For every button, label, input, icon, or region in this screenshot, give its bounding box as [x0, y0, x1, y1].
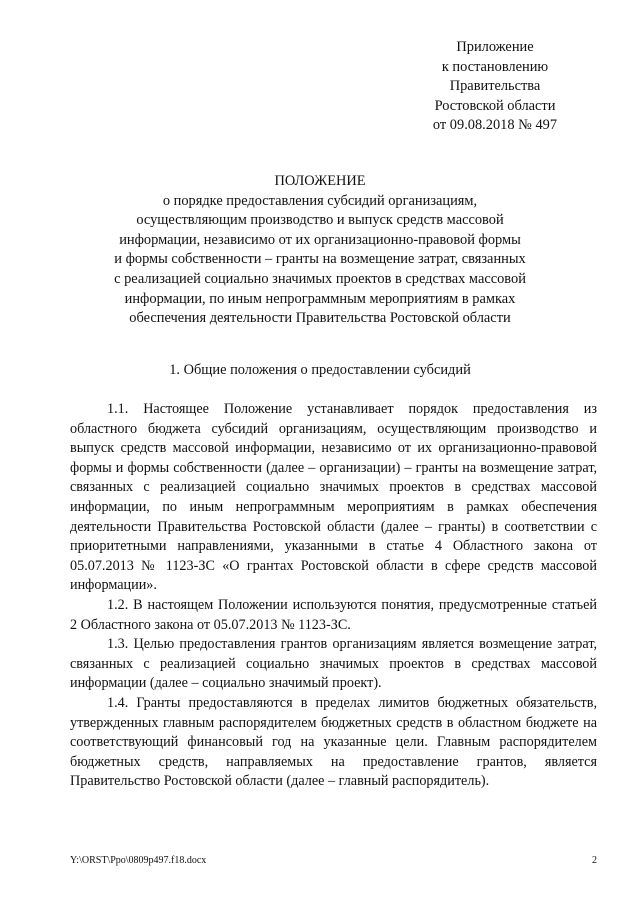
paragraph-1-2: 1.2. В настоящем Положении используются понятия, предусмотренные статьей 2 Областного закона от 05.07.2013 № 1123-ЗС.: [70, 596, 597, 633]
appendix-line: Ростовской области: [434, 97, 556, 114]
paragraph-1-3: 1.3. Целью предоставления грантов организациям является возмещение затрат, связанных с реализацией социально значимых проектов в средствах массовой информации (далее – социально значимый проект).: [70, 636, 597, 692]
document-title: [70, 172, 570, 329]
title-heading: ПОЛОЖЕНИЕ: [274, 173, 366, 189]
document-body: [70, 400, 597, 792]
title-line: с реализацией социально значимых проектов в средствах массовой: [114, 270, 526, 287]
paragraph-1-4: 1.4. Гранты предоставляются в пределах лимитов бюджетных обязательств, утвержденных главным распорядителем бюджетных средств в областном бюджете на соответствующий финансовый год на указанные цели. Главным распорядителем бюджетных средств, направляемых на предоставление грантов, является Правительство Ростовской области (далее – главный распорядитель).: [70, 694, 597, 790]
appendix-block: [395, 38, 595, 136]
title-line: информации, по иным непрограммным мероприятиям в рамках: [124, 290, 516, 307]
title-line: и формы собственности – гранты на возмещение затрат, связанных: [114, 251, 526, 268]
appendix-line: от 09.08.2018 № 497: [432, 117, 558, 134]
title-line: о порядке предоставления субсидий организациям,: [162, 192, 478, 209]
appendix-line: Приложение: [456, 39, 534, 55]
section-heading: 1. Общие положения о предоставлении субсидий: [169, 362, 471, 378]
title-line: осуществляющим производство и выпуск средств массовой: [136, 212, 504, 229]
file-path: Y:\ORST\Ppo\0809p497.f18.docx: [70, 855, 207, 866]
paragraph-1-1: 1.1. Настоящее Положение устанавливает порядок предоставления из областного бюджета субсидий организациям, осуществляющим производство и выпуск средств массовой информации, независимо от их организационно-правовой формы и формы собственности (далее – организации) – гранты на возмещение затрат, связанных с реализацией социально значимых проектов в средствах массовой информации, по иным непрограммным мероприятиям в рамках обеспечения деятельности Правительства Ростовской области (далее – гранты) в соответствии с приоритетными направлениями, указанными в статье 4 Областного закона от 05.07.2013 № 1123-ЗС «О грантах Ростовской области в сфере средств массовой информации».: [70, 401, 597, 594]
appendix-line: Правительства: [449, 78, 541, 95]
page-number: 2: [592, 855, 597, 866]
page-footer: [70, 855, 597, 866]
appendix-line: к постановлению: [441, 58, 549, 75]
title-line: информации, независимо от их организационно-правовой формы: [119, 231, 521, 248]
title-line: обеспечения деятельности Правительства Ростовской области: [129, 310, 511, 327]
